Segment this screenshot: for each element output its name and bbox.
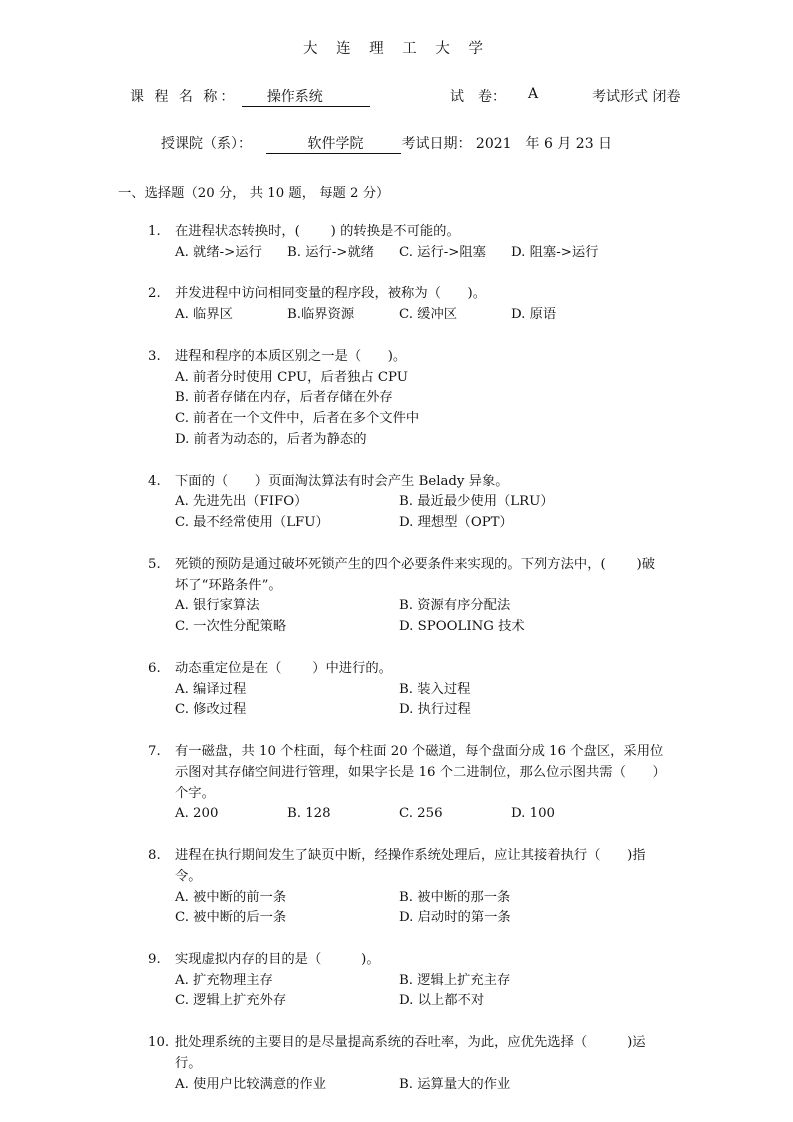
question-number: 9.	[148, 951, 161, 967]
question-stem: 个字。	[175, 785, 215, 801]
options	[175, 680, 678, 722]
question-stem: 进程在执行期间发生了缺页中断，经操作系统处理后，应让其接着执行（ )指	[175, 847, 646, 863]
option: D. 启动时的第一条	[399, 910, 511, 926]
options	[175, 971, 678, 1013]
question	[148, 950, 678, 1012]
option: D. 执行过程	[399, 702, 471, 718]
option: B. 运行->就绪	[287, 244, 375, 260]
question-stem: 进程和程序的本质区别之一是（ )。	[175, 348, 407, 364]
question-number: 10.	[148, 1035, 170, 1051]
question-stem: 有一磁盘，共 10 个柱面，每个柱面 20 个磁道，每个盘面分成 16 个盘区，采用位	[175, 743, 664, 759]
question	[148, 347, 678, 451]
option: A. 使用户比较满意的作业	[175, 1076, 327, 1092]
option: A. 先进先出（FIFO）	[175, 494, 308, 510]
question-number: 3.	[148, 348, 161, 364]
course-label: 课 程 名 称：	[130, 89, 238, 105]
option: D. 100	[511, 806, 556, 822]
question-number: 5.	[148, 556, 161, 572]
option: D. SPOOLING 技术	[399, 619, 525, 635]
date-label: 考试日期：	[401, 136, 472, 152]
option: B. 前者存储在内存，后者存储在外存	[175, 390, 393, 406]
question-stem: 动态重定位是在（ ）中进行的。	[175, 660, 392, 676]
option: C. 前者在一个文件中，后者在多个文件中	[175, 411, 420, 427]
question-stem: 令。	[175, 868, 202, 884]
paper-label: 试 卷：	[450, 89, 506, 105]
option: C. 一次性分配策略	[175, 619, 287, 635]
question	[148, 472, 678, 534]
course-name-field	[242, 88, 370, 107]
option: A. 前者分时使用 CPU，后者独占 CPU	[175, 369, 408, 385]
question-stem: 批处理系统的主要目的是尽量提高系统的吞吐率，为此，应优先选择（ )运	[175, 1035, 646, 1051]
dept-value: 软件学院	[307, 136, 364, 152]
options	[175, 368, 678, 451]
option: D. 原语	[511, 307, 557, 323]
options	[175, 596, 678, 638]
question-stem: 下面的（ ）页面淘汰算法有时会产生 Belady 异象。	[175, 473, 509, 489]
question	[148, 1033, 678, 1095]
options	[175, 888, 678, 930]
question	[148, 284, 678, 326]
question	[148, 659, 678, 721]
option: A. 就绪->运行	[175, 244, 262, 260]
option: B. 运算量大的作业	[399, 1076, 511, 1092]
question-stem: 行。	[175, 1055, 202, 1071]
question-stem: 示图对其存储空间进行管理，如果字长是 16 个二进制位，那么位示图共需（ ）	[175, 764, 666, 780]
question-number: 6.	[148, 660, 161, 676]
option: A. 被中断的前一条	[175, 889, 287, 905]
dept-field	[266, 135, 401, 154]
exam-form-value: 闭卷	[652, 89, 681, 105]
option: D. 阻塞->运行	[511, 244, 599, 260]
question	[148, 555, 678, 638]
option: B. 逻辑上扩充主存	[399, 972, 511, 988]
options	[175, 1075, 678, 1096]
options	[175, 305, 678, 326]
option: A. 临界区	[175, 307, 233, 323]
dept-row	[161, 133, 612, 154]
course-row	[130, 86, 370, 107]
course-name: 操作系统	[266, 89, 323, 105]
question-list	[148, 222, 678, 1116]
question-stem: 并发进程中访问相同变量的程序段，被称为（ )。	[175, 286, 487, 302]
question-stem: 实现虚拟内存的目的是（ )。	[175, 951, 380, 967]
university-title: 大 连 理 工 大 学	[302, 41, 491, 57]
option: A. 200	[175, 806, 219, 822]
question-stem: 坏了“环路条件”。	[175, 577, 282, 593]
dept-label: 授课院（系）：	[161, 136, 252, 152]
question-stem: 死锁的预防是通过破坏死锁产生的四个必要条件来实现的。下列方法中，( )破	[175, 556, 655, 572]
option: B. 128	[287, 806, 331, 822]
option: C. 被中断的后一条	[175, 910, 287, 926]
question	[148, 222, 678, 264]
option: C. 运行->阻塞	[399, 244, 486, 260]
options	[175, 492, 678, 534]
exam-form-label: 考试形式	[592, 89, 648, 105]
paper-value: A	[528, 86, 539, 102]
question-number: 7.	[148, 743, 161, 759]
options	[175, 243, 678, 264]
exam-form	[592, 86, 680, 106]
option: C. 缓冲区	[399, 307, 458, 323]
option: A. 银行家算法	[175, 598, 260, 614]
option: C. 逻辑上扩充外存	[175, 993, 287, 1009]
option: B.临界资源	[287, 307, 355, 323]
question-number: 8.	[148, 847, 161, 863]
question-number: 1.	[148, 224, 161, 239]
options	[175, 804, 678, 825]
question	[148, 742, 678, 825]
question-number: 4.	[148, 473, 161, 489]
option: D. 前者为动态的，后者为静态的	[175, 431, 367, 447]
question-stem: 在进程状态转换时，( ) 的转换是不可能的。	[175, 224, 460, 239]
option: D. 以上都不对	[399, 993, 485, 1009]
question	[148, 846, 678, 929]
option: C. 256	[399, 806, 443, 822]
option: D. 理想型（OPT）	[399, 515, 513, 531]
option: B. 被中断的那一条	[399, 889, 511, 905]
date-value: 2021 年 6 月 23 日	[475, 136, 613, 152]
option: C. 修改过程	[175, 702, 247, 718]
option: B. 装入过程	[399, 681, 471, 697]
option: B. 最近最少使用（LRU）	[399, 494, 554, 510]
option: B. 资源有序分配法	[399, 598, 511, 614]
section-title: 一、选择题（20 分， 共 10 题， 每题 2 分）	[118, 186, 390, 201]
option: A. 编译过程	[175, 681, 247, 697]
option: C. 最不经常使用（LFU）	[175, 515, 329, 531]
question-number: 2.	[148, 286, 161, 302]
option: A. 扩充物理主存	[175, 972, 273, 988]
